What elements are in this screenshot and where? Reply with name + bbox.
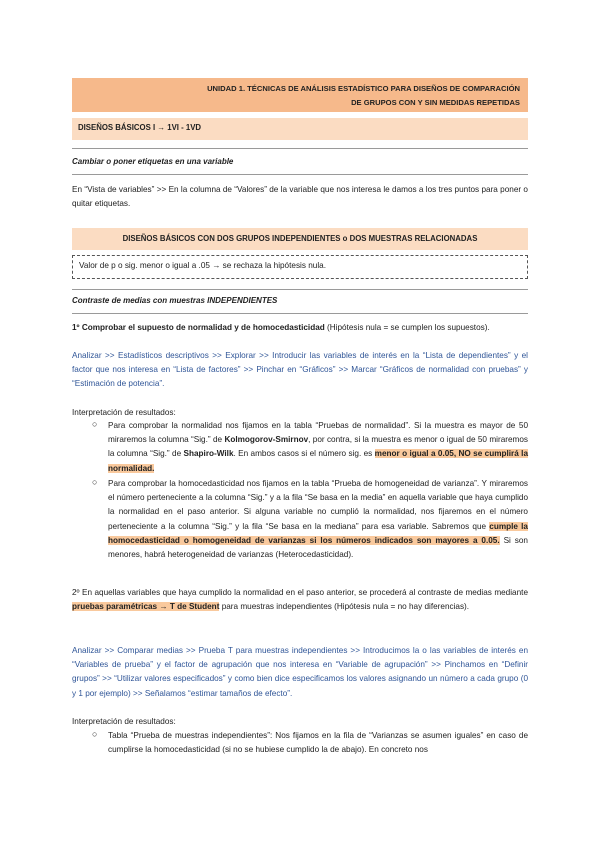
normality-bullet bbox=[108, 419, 528, 476]
kolmogorov-term: Kolmogorov-Smirnov bbox=[224, 435, 309, 445]
step1-bold: 1º Comprobar el supuesto de normalidad y de homocedasticidad bbox=[72, 323, 325, 332]
subtitle-text: DISEÑOS BÁSICOS I → 1VI - 1VD bbox=[78, 123, 202, 132]
ttest-table-bullet: Tabla “Prueba de muestras independientes”: Nos fijamos en la fila de “Varianzas se asumen iguales” en caso de cumplirse la homocedasticidad (si no se hubiese cumplido la de abajo). En concreto nos bbox=[108, 731, 528, 755]
step2-text-c: para muestras independientes (Hipótesis nula = no hay diferencias). bbox=[219, 602, 470, 612]
step1-normal: (Hipótesis nula = se cumplen los supuestos). bbox=[324, 323, 490, 332]
homoscedasticity-highlight: cumple la homocedasticidad o homogeneidad de varianzas si los números indicados son mayores a 0.05. bbox=[108, 521, 528, 545]
homoscedasticity-bullet bbox=[108, 477, 528, 562]
note-box bbox=[72, 255, 528, 279]
step2-text-a: 2º En aquellas variables que haya cumplido la normalidad en el paso anterior, se procederá al contraste de medias mediante bbox=[72, 588, 528, 597]
interpretation-label: Interpretación de resultados: bbox=[72, 717, 176, 726]
unit-title-line1: UNIDAD 1. TÉCNICAS DE ANÁLISIS ESTADÍSTICO PARA DISEÑOS DE COMPARACIÓN bbox=[207, 84, 520, 93]
b1-text-c: , por contra, si la muestra es menor o igual de 50 miraremos la columna “Sig.” de bbox=[108, 435, 528, 459]
divider bbox=[72, 174, 528, 175]
note-text: Valor de p o sig. menor o igual a .05 → se rechaza la hipótesis nula. bbox=[79, 261, 326, 270]
b2-text-a: Para comprobar la homocedasticidad nos fijamos en la tabla “Prueba de homogeneidad de varianza”. Y miraremos el número perteneciente a la columna “Sig.” y a la fila “Se basa en la media” en aquella variable que haya cumplido la normalidad en el paso anterior. Si alguna variable no cumplió la normalidad, nos fijaremos en el número perteneciente a la columna “Sig.” y la fila “Se basa en la mediana” para esa variable. Sabremos que bbox=[108, 479, 528, 531]
divider bbox=[72, 289, 528, 290]
normality-highlight: menor o igual a 0.05, NO se cumplirá la normalidad. bbox=[108, 449, 528, 473]
menu-path-ttest: Analizar >> Comparar medias >> Prueba T para muestras independientes >> Introducimos la o las variables de interés en “Variables de prueba” y el factor de agrupación que nos interesa en “Variable de agrupación” >> Pinchamos en “Definir grupos” >> “Utilizar valores especificados” y como bien dice especificamos los valores asignando un número a cada grupo (0 y 1 por ejemplo) >> Señalamos “estimar tamaños de efecto”. bbox=[72, 646, 528, 698]
parametric-highlight: pruebas paramétricas → T de Student bbox=[72, 602, 220, 612]
unit-title bbox=[207, 82, 520, 110]
title-bar bbox=[72, 78, 528, 112]
divider bbox=[72, 313, 528, 314]
unit-title-line2: DE GRUPOS CON Y SIN MEDIDAS REPETIDAS bbox=[351, 98, 520, 107]
b1-text-a: Para comprobar la normalidad nos fijamos en la tabla “Pruebas de normalidad”. Si la muestra es mayor de 50 miraremos la columna “Sig.” de bbox=[108, 421, 528, 445]
b2-text-c: Si son menores, habrá heterogeneidad de varianzas (Heterocedasticidad). bbox=[108, 535, 528, 560]
step2-paragraph bbox=[72, 586, 528, 614]
b1-text-e: . En ambos casos si el número sig. es bbox=[233, 449, 375, 459]
divider bbox=[72, 148, 528, 149]
section-bar bbox=[72, 228, 528, 250]
interpretation-label: Interpretación de resultados: bbox=[72, 408, 176, 417]
subtitle-bar bbox=[72, 118, 528, 140]
labels-text: En “Vista de variables” >> En la columna de “Valores” de la variable que nos interesa le damos a los tres puntos para poner o quitar etiquetas. bbox=[72, 185, 528, 209]
section-title: DISEÑOS BÁSICOS CON DOS GRUPOS INDEPENDIENTES o DOS MUESTRAS RELACIONADAS bbox=[122, 234, 478, 243]
step1-paragraph bbox=[72, 321, 528, 335]
labels-heading: Cambiar o poner etiquetas en una variable bbox=[72, 157, 234, 166]
bullet-icon: ○ bbox=[92, 419, 98, 429]
contrast-heading: Contraste de medias con muestras INDEPENDIENTES bbox=[72, 296, 278, 305]
bullet-icon: ○ bbox=[92, 729, 98, 739]
bullet-icon: ○ bbox=[92, 477, 98, 487]
menu-path-explore: Analizar >> Estadísticos descriptivos >> Explorar >> Introducir las variables de interés en la “Lista de dependientes” y el factor que nos interesa en “Lista de factores” >> Pinchar en “Gráficos” >> Marcar “Gráficos de normalidad con pruebas” y “Estimación de potencia”. bbox=[72, 351, 528, 389]
shapiro-term: Shapiro-Wilk bbox=[183, 449, 234, 459]
